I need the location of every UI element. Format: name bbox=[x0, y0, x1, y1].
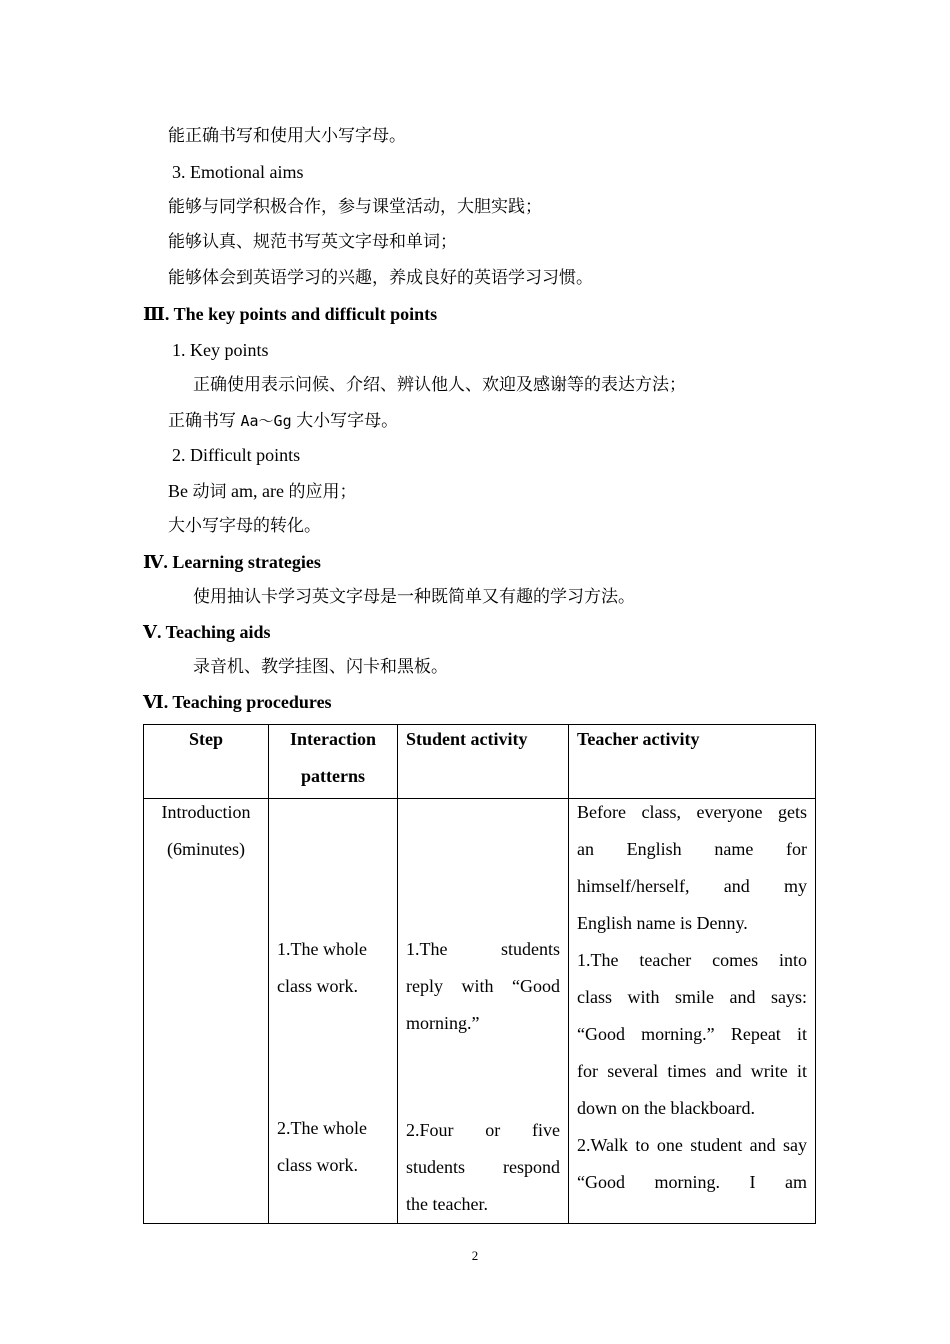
page-number: 2 bbox=[471, 1248, 479, 1263]
section-heading-procedures: Ⅵ. Teaching procedures bbox=[143, 692, 332, 712]
key-points-subtitle: 1. Key points bbox=[172, 340, 269, 360]
difficult-points-subtitle: 2. Difficult points bbox=[172, 445, 301, 465]
key-point-2-part-b: Aa～Gg bbox=[240, 412, 292, 430]
procedures-table bbox=[143, 724, 816, 1224]
aids-text: 录音机、教学挂图、闪卡和黑板。 bbox=[193, 657, 448, 677]
emotional-aim-3: 能够体会到英语学习的兴趣，养成良好的英语学习习惯。 bbox=[168, 268, 593, 288]
cell-interaction: 1.The whole class work. 2.The whole class work. bbox=[269, 799, 398, 1224]
difficult-point-1-part-a: Be bbox=[168, 481, 188, 501]
difficult-point-1-part-c: am, are bbox=[231, 481, 284, 501]
cell-student: 1.The students reply with “Good morning.” 2.Four or five students respond the teacher. bbox=[398, 799, 569, 1224]
key-point-1: 正确使用表示问候、介绍、辨认他人、欢迎及感谢等的表达方法； bbox=[193, 375, 686, 395]
difficult-point-1 bbox=[168, 479, 356, 504]
difficult-point-2: 大小写字母的转化。 bbox=[168, 516, 321, 536]
table-row bbox=[144, 799, 816, 1224]
difficult-point-1-part-b: 动词 bbox=[192, 482, 227, 502]
header-step: Step bbox=[144, 725, 269, 799]
header-interaction: Interaction patterns bbox=[269, 725, 398, 799]
key-point-2-part-a: 正确书写 bbox=[168, 411, 236, 431]
emotional-aim-2: 能够认真、规范书写英文字母和单词； bbox=[168, 232, 457, 252]
emotional-aims-title: 3. Emotional aims bbox=[172, 162, 304, 182]
section-heading-strategies: Ⅳ. Learning strategies bbox=[143, 552, 321, 572]
key-point-2 bbox=[168, 408, 398, 433]
header-teacher: Teacher activity bbox=[569, 725, 816, 799]
table-header-row bbox=[144, 725, 816, 799]
difficult-point-1-part-d: 的应用； bbox=[288, 482, 357, 502]
key-point-2-part-c: 大小写字母。 bbox=[296, 411, 399, 431]
cell-teacher: Before class, everyone gets an English name for himself/herself, and my English name is Denny. 1.The teacher comes into class with smile and says: “Good morning.” Repeat it for several times and write it down on the blackboard. 2.Walk to one student and say “Good morning. I am bbox=[569, 799, 816, 1224]
section-heading-key-points: Ⅲ. The key points and difficult points bbox=[143, 304, 438, 324]
chinese-aim-line: 能正确书写和使用大小写字母。 bbox=[168, 126, 406, 146]
header-student: Student activity bbox=[398, 725, 569, 799]
section-heading-aids: Ⅴ. Teaching aids bbox=[143, 622, 271, 642]
cell-step: Introduction (6minutes) bbox=[144, 799, 269, 1224]
strategies-text: 使用抽认卡学习英文字母是一种既简单又有趣的学习方法。 bbox=[193, 587, 635, 607]
emotional-aim-1: 能够与同学积极合作，参与课堂活动，大胆实践； bbox=[168, 197, 542, 217]
